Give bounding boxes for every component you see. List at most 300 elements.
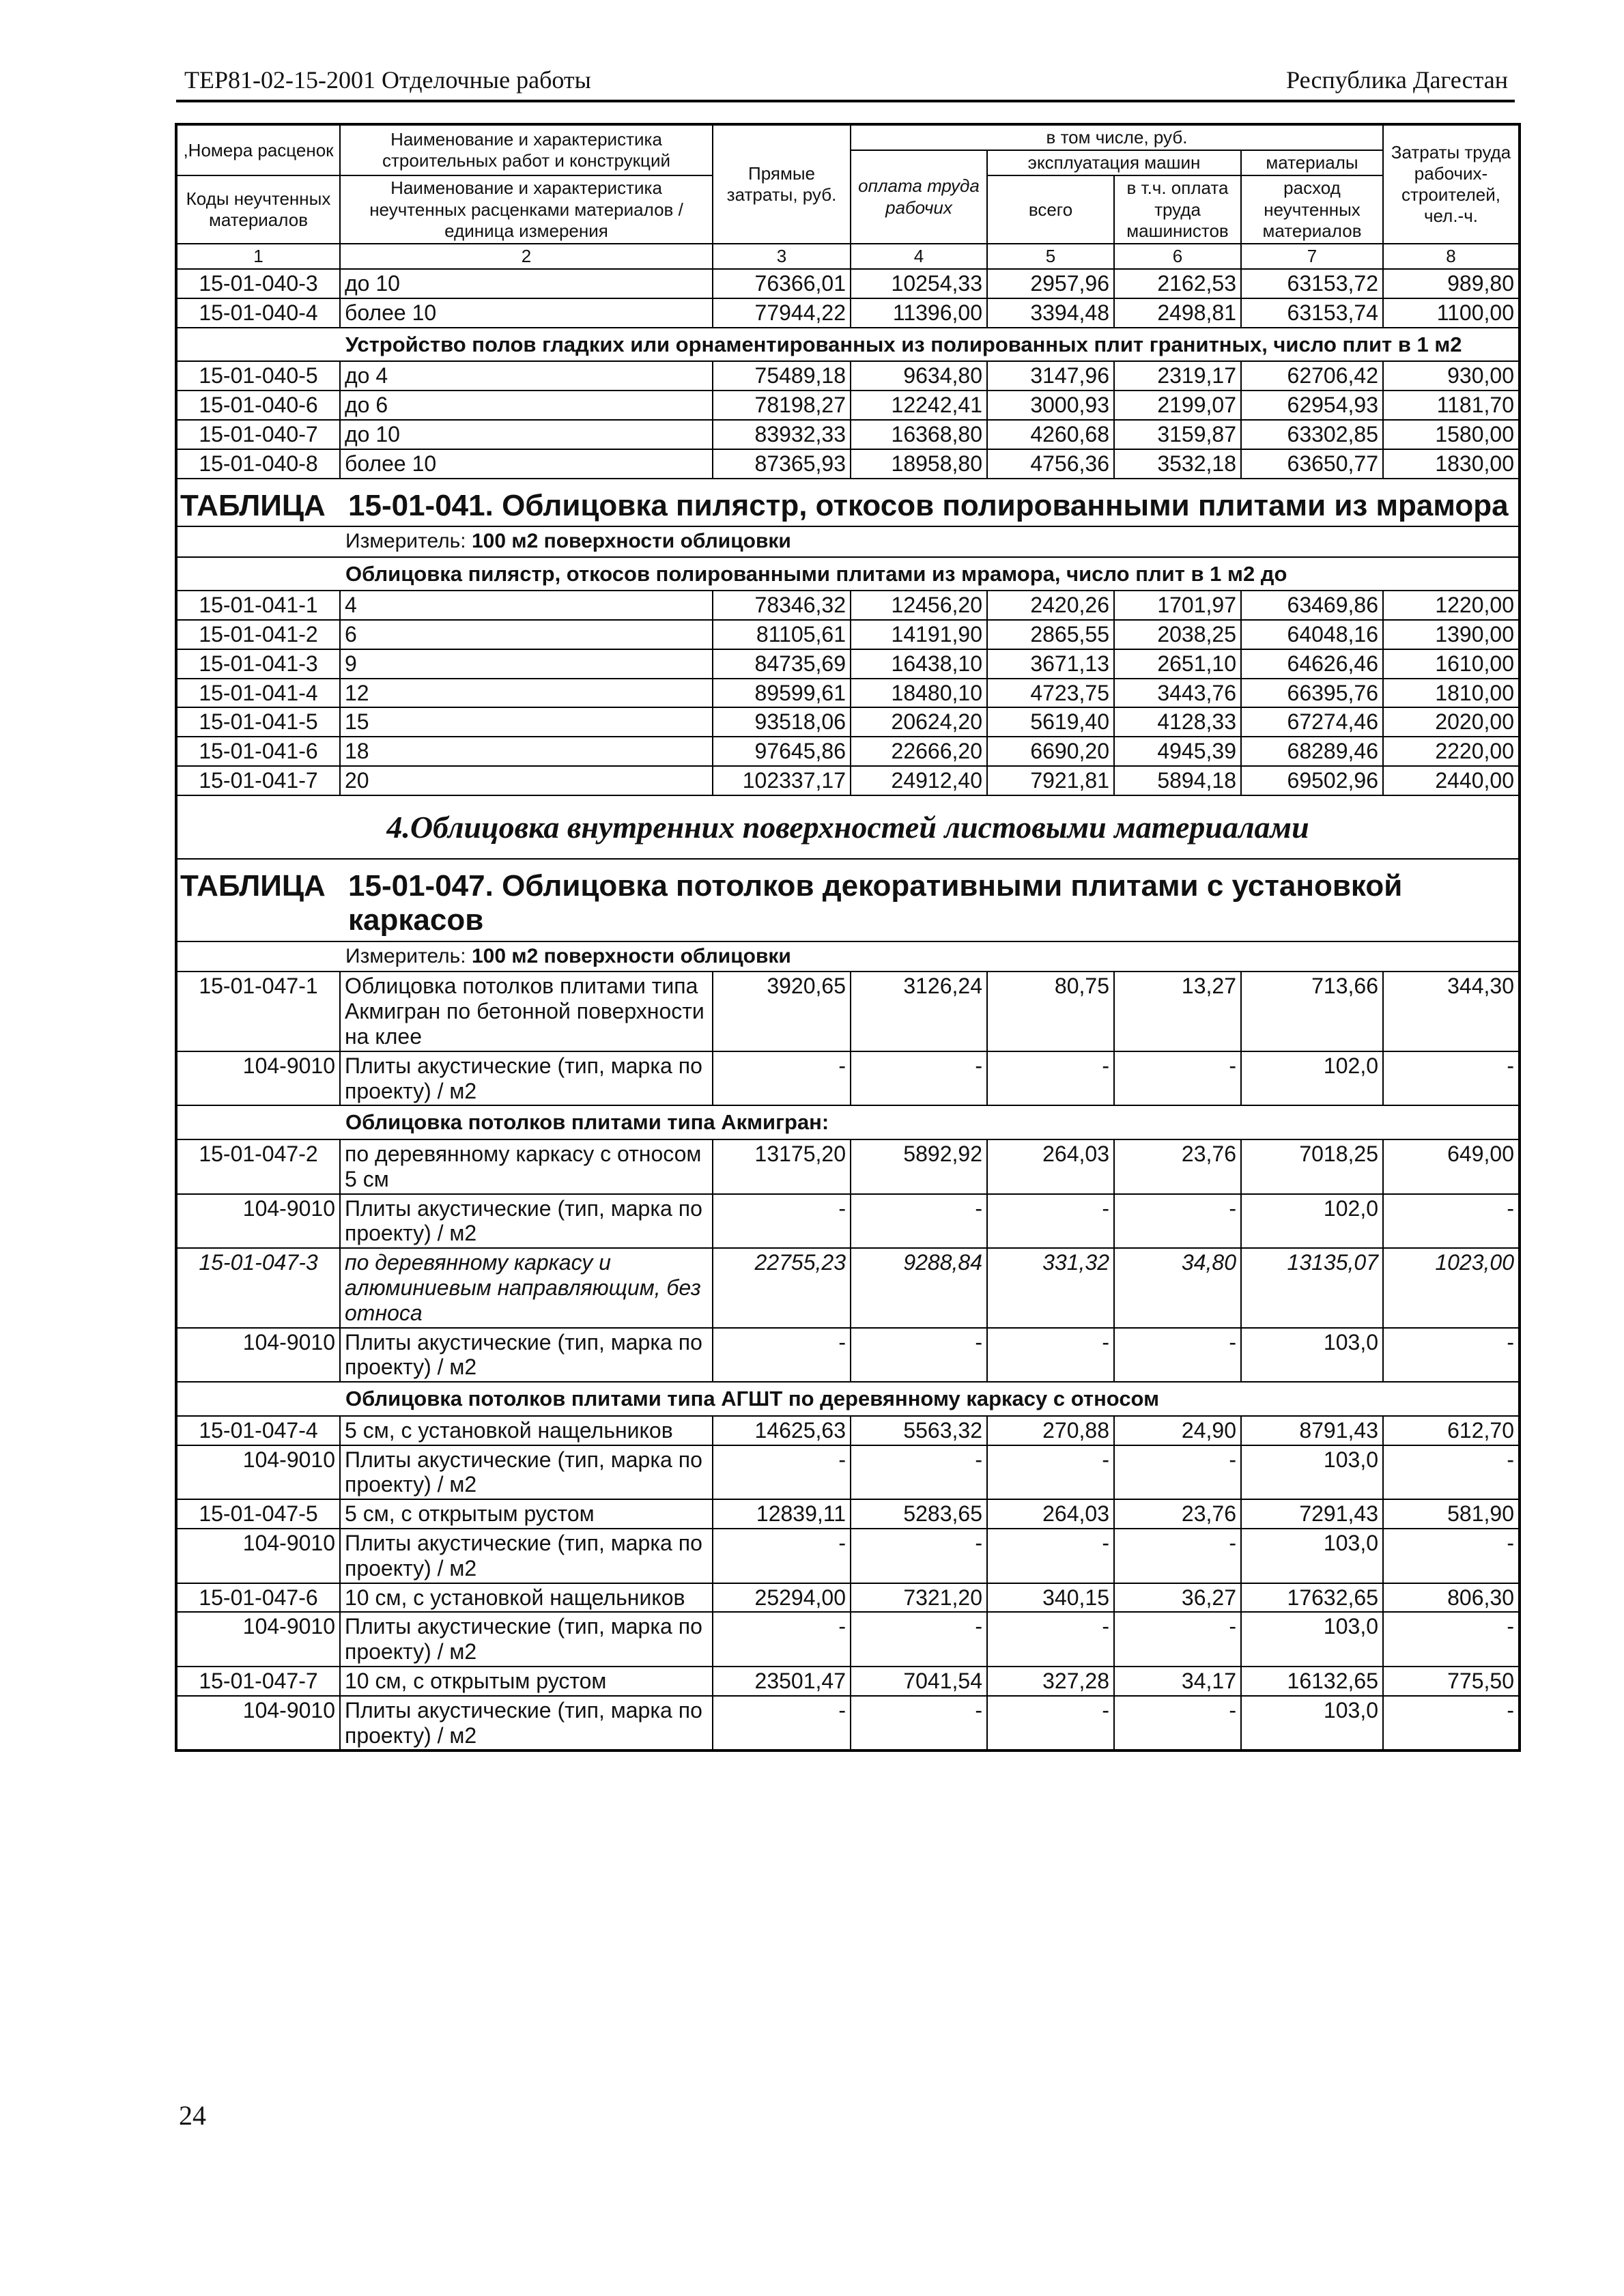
material-row xyxy=(176,1194,1520,1249)
value-cell: 83932,33 xyxy=(713,420,851,449)
value-cell: - xyxy=(987,1328,1114,1383)
value-cell: 3147,96 xyxy=(987,361,1114,391)
table-number: 15-01-041. xyxy=(348,488,494,522)
table-title-cell xyxy=(340,859,1520,941)
value-cell: - xyxy=(987,1612,1114,1667)
value-cell: 68289,46 xyxy=(1241,737,1383,766)
value-cell: 16368,80 xyxy=(851,420,987,449)
value-cell: - xyxy=(1114,1051,1241,1106)
section-caption-row xyxy=(176,557,1520,591)
col-header-code: ,Номера расценок xyxy=(176,124,340,175)
value-cell: 87365,93 xyxy=(713,449,851,479)
code-cell: 15-01-041-4 xyxy=(176,679,340,708)
table-title: Облицовка пилястр, откосов полированными плитами из мрамора xyxy=(502,488,1509,522)
value-cell: 23,76 xyxy=(1114,1139,1241,1194)
code-cell: 15-01-040-5 xyxy=(176,361,340,391)
value-cell: 93518,06 xyxy=(713,707,851,737)
col-header-codes-materials: Коды неучтенных материалов xyxy=(176,175,340,244)
value-cell: 22755,23 xyxy=(713,1248,851,1327)
col-header-direct: Прямые затраты, руб. xyxy=(713,124,851,244)
value-cell: 64626,46 xyxy=(1241,649,1383,679)
description-cell: по деревянному каркасу с относом 5 см xyxy=(340,1139,713,1194)
value-cell: 4723,75 xyxy=(987,679,1114,708)
code-cell: 15-01-041-3 xyxy=(176,649,340,679)
value-cell: 3000,93 xyxy=(987,391,1114,420)
code-cell: 15-01-040-3 xyxy=(176,269,340,298)
value-cell: 1390,00 xyxy=(1383,620,1520,649)
description-cell: 6 xyxy=(340,620,713,649)
description-cell: Плиты акустические (тип, марка по проекту) / м2 xyxy=(340,1445,713,1500)
value-cell: 3126,24 xyxy=(851,972,987,1051)
value-cell: - xyxy=(987,1051,1114,1106)
measure-unit: 100 м2 поверхности облицовки xyxy=(471,944,791,967)
value-cell: 1023,00 xyxy=(1383,1248,1520,1327)
value-cell: 3532,18 xyxy=(1114,449,1241,479)
table-title-cell xyxy=(340,479,1520,527)
value-cell: - xyxy=(713,1445,851,1500)
rate-row xyxy=(176,972,1520,1051)
table-body xyxy=(176,124,1520,1751)
code-cell: 104-9010 xyxy=(176,1194,340,1249)
value-cell: - xyxy=(1114,1445,1241,1500)
col-header-name: Наименование и характеристика строительных работ и конструкций xyxy=(340,124,713,175)
value-cell: 18958,80 xyxy=(851,449,987,479)
value-cell: - xyxy=(987,1529,1114,1583)
value-cell: 14191,90 xyxy=(851,620,987,649)
code-cell: 15-01-047-1 xyxy=(176,972,340,1051)
rate-row xyxy=(176,391,1520,420)
value-cell: 2957,96 xyxy=(987,269,1114,298)
value-cell: 89599,61 xyxy=(713,679,851,708)
value-cell: 75489,18 xyxy=(713,361,851,391)
code-cell: 104-9010 xyxy=(176,1696,340,1751)
page-number: 24 xyxy=(179,2100,206,2131)
value-cell: 62706,42 xyxy=(1241,361,1383,391)
value-cell: 34,17 xyxy=(1114,1667,1241,1696)
value-cell: - xyxy=(1383,1051,1520,1106)
value-cell: - xyxy=(1383,1445,1520,1500)
rate-row xyxy=(176,1416,1520,1445)
value-cell: - xyxy=(851,1445,987,1500)
value-cell: 12242,41 xyxy=(851,391,987,420)
value-cell: - xyxy=(1114,1529,1241,1583)
col-header-wages: оплата труда рабочих xyxy=(851,150,987,244)
col-header-machinist-wages: в т.ч. оплата труда машинистов xyxy=(1114,175,1241,244)
value-cell: 103,0 xyxy=(1241,1445,1383,1500)
description-cell: более 10 xyxy=(340,298,713,328)
code-cell: 104-9010 xyxy=(176,1328,340,1383)
value-cell: 16132,65 xyxy=(1241,1667,1383,1696)
value-cell: 78346,32 xyxy=(713,591,851,620)
description-cell: 10 см, с установкой нащельников xyxy=(340,1583,713,1613)
value-cell: 7041,54 xyxy=(851,1667,987,1696)
value-cell: - xyxy=(1383,1612,1520,1667)
value-cell: 13,27 xyxy=(1114,972,1241,1051)
section-caption-row xyxy=(176,328,1520,362)
value-cell: - xyxy=(987,1445,1114,1500)
value-cell: 7921,81 xyxy=(987,766,1114,795)
value-cell: - xyxy=(987,1194,1114,1249)
section-caption-spacer xyxy=(176,1382,340,1416)
value-cell: 2498,81 xyxy=(1114,298,1241,328)
section-caption-spacer xyxy=(176,1105,340,1139)
section-caption: Облицовка потолков плитами типа АГШТ по деревянному каркасу с относом xyxy=(340,1382,1520,1416)
measure-row xyxy=(176,526,1520,557)
chapter-heading: 4.Облицовка внутренних поверхностей листовыми материалами xyxy=(176,795,1520,859)
code-cell: 15-01-041-1 xyxy=(176,591,340,620)
running-header-right: Республика Дагестан xyxy=(1286,66,1508,94)
description-cell: Плиты акустические (тип, марка по проекту) / м2 xyxy=(340,1328,713,1383)
description-cell: 5 см, с открытым рустом xyxy=(340,1499,713,1529)
table-label: ТАБЛИЦА xyxy=(176,479,340,527)
value-cell: 1220,00 xyxy=(1383,591,1520,620)
value-cell: - xyxy=(713,1051,851,1106)
value-cell: - xyxy=(1383,1529,1520,1583)
description-cell: Плиты акустические (тип, марка по проекту) / м2 xyxy=(340,1529,713,1583)
description-cell: более 10 xyxy=(340,449,713,479)
code-cell: 104-9010 xyxy=(176,1445,340,1500)
value-cell: 16438,10 xyxy=(851,649,987,679)
description-cell: до 4 xyxy=(340,361,713,391)
value-cell: 14625,63 xyxy=(713,1416,851,1445)
value-cell: 23,76 xyxy=(1114,1499,1241,1529)
header-rule xyxy=(176,100,1515,102)
rate-row xyxy=(176,679,1520,708)
col-number: 5 xyxy=(987,244,1114,269)
value-cell: 1701,97 xyxy=(1114,591,1241,620)
rate-row xyxy=(176,707,1520,737)
value-cell: 103,0 xyxy=(1241,1328,1383,1383)
measure-label: Измеритель: xyxy=(345,530,466,553)
material-row xyxy=(176,1612,1520,1667)
value-cell: 84735,69 xyxy=(713,649,851,679)
value-cell: 4128,33 xyxy=(1114,707,1241,737)
table-title-row xyxy=(176,479,1520,527)
code-cell: 15-01-040-6 xyxy=(176,391,340,420)
value-cell: 930,00 xyxy=(1383,361,1520,391)
code-cell: 15-01-040-4 xyxy=(176,298,340,328)
value-cell: 2038,25 xyxy=(1114,620,1241,649)
column-number-row xyxy=(176,244,1520,269)
code-cell: 15-01-040-7 xyxy=(176,420,340,449)
value-cell: 24,90 xyxy=(1114,1416,1241,1445)
code-cell: 104-9010 xyxy=(176,1612,340,1667)
code-cell: 15-01-047-7 xyxy=(176,1667,340,1696)
value-cell: 63650,77 xyxy=(1241,449,1383,479)
value-cell: 81105,61 xyxy=(713,620,851,649)
value-cell: - xyxy=(1383,1696,1520,1751)
value-cell: 10254,33 xyxy=(851,269,987,298)
value-cell: 103,0 xyxy=(1241,1612,1383,1667)
rate-row xyxy=(176,620,1520,649)
material-row xyxy=(176,1529,1520,1583)
value-cell: 63153,74 xyxy=(1241,298,1383,328)
material-row xyxy=(176,1328,1520,1383)
value-cell: 11396,00 xyxy=(851,298,987,328)
value-cell: 344,30 xyxy=(1383,972,1520,1051)
table-header-row-1 xyxy=(176,124,1520,150)
value-cell: 270,88 xyxy=(987,1416,1114,1445)
section-caption-row xyxy=(176,1105,1520,1139)
value-cell: 1181,70 xyxy=(1383,391,1520,420)
value-cell: 103,0 xyxy=(1241,1529,1383,1583)
material-row xyxy=(176,1051,1520,1106)
material-row xyxy=(176,1445,1520,1500)
rate-row xyxy=(176,420,1520,449)
col-number: 8 xyxy=(1383,244,1520,269)
col-number: 6 xyxy=(1114,244,1241,269)
col-number: 2 xyxy=(340,244,713,269)
code-cell: 15-01-041-7 xyxy=(176,766,340,795)
col-header-unaccounted: расход неучтенных материалов xyxy=(1241,175,1383,244)
value-cell: 2420,26 xyxy=(987,591,1114,620)
code-cell: 15-01-047-6 xyxy=(176,1583,340,1613)
value-cell: 2220,00 xyxy=(1383,737,1520,766)
description-cell: до 10 xyxy=(340,420,713,449)
value-cell: 97645,86 xyxy=(713,737,851,766)
code-cell: 15-01-047-2 xyxy=(176,1139,340,1194)
value-cell: 2865,55 xyxy=(987,620,1114,649)
value-cell: 3443,76 xyxy=(1114,679,1241,708)
col-number: 4 xyxy=(851,244,987,269)
description-cell: Плиты акустические (тип, марка по проекту) / м2 xyxy=(340,1696,713,1751)
measure-spacer xyxy=(176,941,340,972)
value-cell: 63469,86 xyxy=(1241,591,1383,620)
description-cell: до 10 xyxy=(340,269,713,298)
value-cell: 649,00 xyxy=(1383,1139,1520,1194)
value-cell: 63302,85 xyxy=(1241,420,1383,449)
col-header-labor: Затраты труда рабочих-строителей, чел.-ч. xyxy=(1383,124,1520,244)
section-caption: Облицовка пилястр, откосов полированными плитами из мрамора, число плит в 1 м2 до xyxy=(340,557,1520,591)
value-cell: - xyxy=(987,1696,1114,1751)
description-cell: 12 xyxy=(340,679,713,708)
value-cell: 102337,17 xyxy=(713,766,851,795)
code-cell: 15-01-041-5 xyxy=(176,707,340,737)
value-cell: 3394,48 xyxy=(987,298,1114,328)
value-cell: 5894,18 xyxy=(1114,766,1241,795)
value-cell: - xyxy=(1383,1328,1520,1383)
value-cell: 102,0 xyxy=(1241,1194,1383,1249)
value-cell: 4260,68 xyxy=(987,420,1114,449)
description-cell: 5 см, с установкой нащельников xyxy=(340,1416,713,1445)
value-cell: - xyxy=(851,1529,987,1583)
table-number: 15-01-047. xyxy=(348,868,494,903)
rate-row xyxy=(176,1583,1520,1613)
value-cell: 7018,25 xyxy=(1241,1139,1383,1194)
value-cell: 3671,13 xyxy=(987,649,1114,679)
value-cell: 80,75 xyxy=(987,972,1114,1051)
value-cell: 7291,43 xyxy=(1241,1499,1383,1529)
measure-label: Измеритель: xyxy=(345,944,466,967)
value-cell: 8791,43 xyxy=(1241,1416,1383,1445)
description-cell: 10 см, с открытым рустом xyxy=(340,1667,713,1696)
value-cell: - xyxy=(713,1328,851,1383)
measure-spacer xyxy=(176,526,340,557)
value-cell: - xyxy=(713,1194,851,1249)
code-cell: 15-01-041-2 xyxy=(176,620,340,649)
col-header-including: в том числе, руб. xyxy=(851,124,1383,150)
col-header-total: всего xyxy=(987,175,1114,244)
value-cell: 12456,20 xyxy=(851,591,987,620)
value-cell: 1580,00 xyxy=(1383,420,1520,449)
rate-row xyxy=(176,1667,1520,1696)
description-cell: по деревянному каркасу и алюминиевым направляющим, без относа xyxy=(340,1248,713,1327)
rate-row xyxy=(176,298,1520,328)
chapter-heading-row xyxy=(176,795,1520,859)
rate-row xyxy=(176,361,1520,391)
value-cell: 1830,00 xyxy=(1383,449,1520,479)
value-cell: 77944,22 xyxy=(713,298,851,328)
value-cell: 6690,20 xyxy=(987,737,1114,766)
rate-row xyxy=(176,449,1520,479)
value-cell: 2440,00 xyxy=(1383,766,1520,795)
code-cell: 15-01-041-6 xyxy=(176,737,340,766)
measure-cell xyxy=(340,526,1520,557)
value-cell: 2162,53 xyxy=(1114,269,1241,298)
rate-row xyxy=(176,737,1520,766)
value-cell: 264,03 xyxy=(987,1139,1114,1194)
value-cell: 581,90 xyxy=(1383,1499,1520,1529)
value-cell: - xyxy=(1114,1328,1241,1383)
code-cell: 104-9010 xyxy=(176,1051,340,1106)
description-cell: Плиты акустические (тип, марка по проекту) / м2 xyxy=(340,1051,713,1106)
value-cell: 25294,00 xyxy=(713,1583,851,1613)
description-cell: Плиты акустические (тип, марка по проекту) / м2 xyxy=(340,1612,713,1667)
rate-row xyxy=(176,1248,1520,1327)
value-cell: 76366,01 xyxy=(713,269,851,298)
value-cell: 36,27 xyxy=(1114,1583,1241,1613)
value-cell: 62954,93 xyxy=(1241,391,1383,420)
value-cell: 806,30 xyxy=(1383,1583,1520,1613)
running-header-left: ТЕР81-02-15-2001 Отделочные работы xyxy=(184,66,591,94)
measure-row xyxy=(176,941,1520,972)
value-cell: 5283,65 xyxy=(851,1499,987,1529)
rate-row xyxy=(176,1499,1520,1529)
description-cell: до 6 xyxy=(340,391,713,420)
col-header-machines: эксплуатация машин xyxy=(987,150,1241,175)
value-cell: 1100,00 xyxy=(1383,298,1520,328)
value-cell: - xyxy=(851,1194,987,1249)
value-cell: - xyxy=(851,1696,987,1751)
value-cell: 5619,40 xyxy=(987,707,1114,737)
rate-row xyxy=(176,591,1520,620)
value-cell: 13135,07 xyxy=(1241,1248,1383,1327)
table-title-row xyxy=(176,859,1520,941)
value-cell: 2651,10 xyxy=(1114,649,1241,679)
rate-row xyxy=(176,649,1520,679)
section-caption: Устройство полов гладких или орнаментированных из полированных плит гранитных, число плит в 1 м2 xyxy=(340,328,1520,362)
table-label: ТАБЛИЦА xyxy=(176,859,340,941)
value-cell: - xyxy=(1383,1194,1520,1249)
code-cell: 104-9010 xyxy=(176,1529,340,1583)
rate-row xyxy=(176,1139,1520,1194)
value-cell: 102,0 xyxy=(1241,1051,1383,1106)
value-cell: 66395,76 xyxy=(1241,679,1383,708)
value-cell: 1610,00 xyxy=(1383,649,1520,679)
description-cell: Облицовка потолков плитами типа Акмигран по бетонной поверхности на клее xyxy=(340,972,713,1051)
value-cell: - xyxy=(713,1612,851,1667)
value-cell: 340,15 xyxy=(987,1583,1114,1613)
value-cell: 5892,92 xyxy=(851,1139,987,1194)
value-cell: 713,66 xyxy=(1241,972,1383,1051)
value-cell: 7321,20 xyxy=(851,1583,987,1613)
value-cell: - xyxy=(851,1328,987,1383)
value-cell: 264,03 xyxy=(987,1499,1114,1529)
rate-row xyxy=(176,766,1520,795)
table-title: Облицовка потолков декоративными плитами с установкой каркасов xyxy=(348,868,1403,937)
description-cell: 9 xyxy=(340,649,713,679)
value-cell: - xyxy=(713,1529,851,1583)
value-cell: - xyxy=(1114,1696,1241,1751)
rate-row xyxy=(176,269,1520,298)
value-cell: 17632,65 xyxy=(1241,1583,1383,1613)
value-cell: 9634,80 xyxy=(851,361,987,391)
value-cell: 2199,07 xyxy=(1114,391,1241,420)
value-cell: 331,32 xyxy=(987,1248,1114,1327)
rates-table xyxy=(175,123,1521,1752)
rates-table-frame xyxy=(175,123,1518,1752)
col-header-materials-name: Наименование и характеристика неучтенных расценками материалов / единица измерения xyxy=(340,175,713,244)
value-cell: 4756,36 xyxy=(987,449,1114,479)
value-cell: - xyxy=(851,1612,987,1667)
value-cell: - xyxy=(1114,1194,1241,1249)
description-cell: 15 xyxy=(340,707,713,737)
value-cell: 22666,20 xyxy=(851,737,987,766)
section-caption-row xyxy=(176,1382,1520,1416)
value-cell: - xyxy=(1114,1612,1241,1667)
description-cell: 20 xyxy=(340,766,713,795)
value-cell: 34,80 xyxy=(1114,1248,1241,1327)
value-cell: 3159,87 xyxy=(1114,420,1241,449)
value-cell: 18480,10 xyxy=(851,679,987,708)
code-cell: 15-01-047-3 xyxy=(176,1248,340,1327)
value-cell: 23501,47 xyxy=(713,1667,851,1696)
section-caption-spacer xyxy=(176,557,340,591)
measure-cell xyxy=(340,941,1520,972)
value-cell: 989,80 xyxy=(1383,269,1520,298)
value-cell: 69502,96 xyxy=(1241,766,1383,795)
value-cell: 2319,17 xyxy=(1114,361,1241,391)
value-cell: 24912,40 xyxy=(851,766,987,795)
value-cell: 103,0 xyxy=(1241,1696,1383,1751)
code-cell: 15-01-047-5 xyxy=(176,1499,340,1529)
value-cell: 9288,84 xyxy=(851,1248,987,1327)
value-cell: 327,28 xyxy=(987,1667,1114,1696)
value-cell: 2020,00 xyxy=(1383,707,1520,737)
value-cell: 3920,65 xyxy=(713,972,851,1051)
col-number: 3 xyxy=(713,244,851,269)
code-cell: 15-01-047-4 xyxy=(176,1416,340,1445)
value-cell: 612,70 xyxy=(1383,1416,1520,1445)
section-caption: Облицовка потолков плитами типа Акмигран: xyxy=(340,1105,1520,1139)
value-cell: 1810,00 xyxy=(1383,679,1520,708)
description-cell: Плиты акустические (тип, марка по проекту) / м2 xyxy=(340,1194,713,1249)
description-cell: 18 xyxy=(340,737,713,766)
value-cell: 64048,16 xyxy=(1241,620,1383,649)
value-cell: 12839,11 xyxy=(713,1499,851,1529)
value-cell: 63153,72 xyxy=(1241,269,1383,298)
value-cell: 775,50 xyxy=(1383,1667,1520,1696)
value-cell: 5563,32 xyxy=(851,1416,987,1445)
section-caption-spacer xyxy=(176,328,340,362)
col-number: 7 xyxy=(1241,244,1383,269)
measure-unit: 100 м2 поверхности облицовки xyxy=(471,530,791,553)
value-cell: 67274,46 xyxy=(1241,707,1383,737)
value-cell: 78198,27 xyxy=(713,391,851,420)
col-number: 1 xyxy=(176,244,340,269)
value-cell: - xyxy=(713,1696,851,1751)
description-cell: 4 xyxy=(340,591,713,620)
